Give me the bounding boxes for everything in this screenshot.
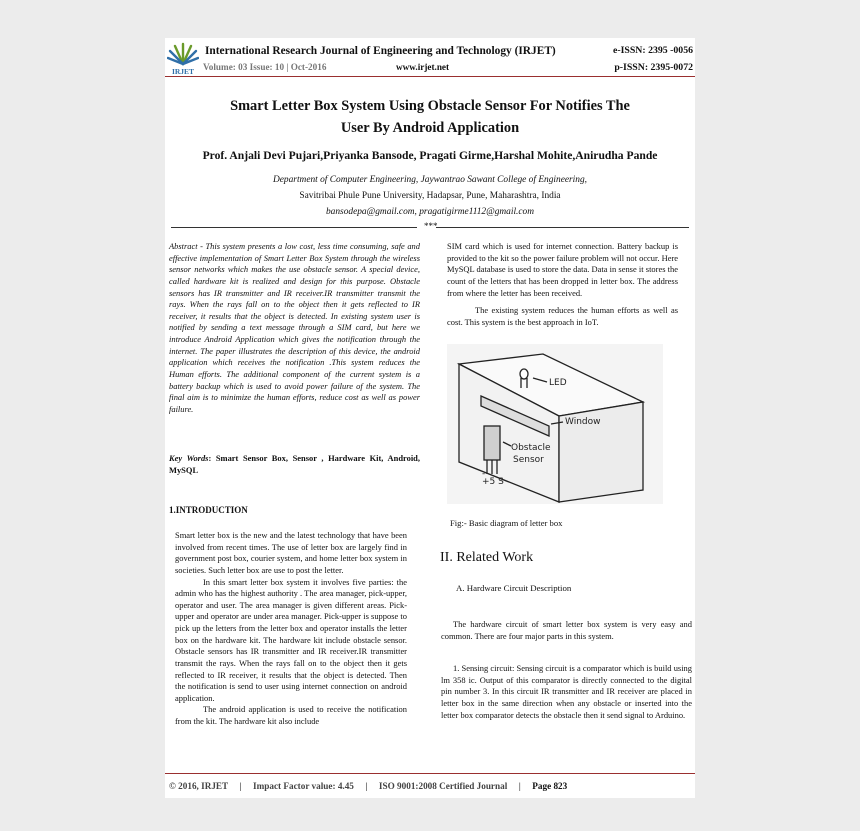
related-work-heading: II. Related Work: [440, 550, 534, 565]
abstract: [169, 241, 420, 415]
pin-minus-label: -: [482, 469, 486, 479]
logo-text: IRJET: [171, 67, 195, 76]
irjet-logo: [167, 40, 199, 76]
footer-iso: ISO 9001:2008 Certified Journal: [378, 781, 508, 791]
affiliation-line-2: Savitribai Phule Pune University, Hadapsar, Pune, Maharashtra, India: [299, 191, 561, 201]
page-footer: © 2016, IRJET | Impact Factor value: 4.45 | ISO 9001:2008 Certified Journal | Page 823: [169, 781, 568, 791]
footer-rule: [165, 773, 695, 774]
body-paragraph: The existing system reduces the human efforts as well as cost. This system is the best approach in IoT.: [447, 305, 678, 327]
keywords-text: : Smart Sensor Box, Sensor , Hardware Kit, Android, MySQL: [169, 453, 420, 475]
intro-paragraph: In this smart letter box system it involves five parties: the admin who has the highest authority . The area manager, pick-upper, operator and user. The area manager is given different areas. Pick-upper and operator are under area manager. Pick-upper is suppose to pick up the letters from the letter box and operator installs the letter box on the hardware kit. The hardware kit include obstacle sensor. Obstacle sensors has IR transmitter and IR receiver.IR transmitter transmit the rays. When the rays fall on to the object then it gets reflected to IR receiver, it results that the object is detected. Then the notification is send to user using internet connection on android application.: [175, 576, 407, 703]
introduction-body: [175, 530, 407, 728]
author-list: Prof. Anjali Devi Pujari,Priyanka Bansode, Pragati Girme,Harshal Mohite,Anirudha Pande: [202, 149, 658, 162]
abstract-text: Abstract - This system presents a low cost, less time consuming, safe and effective implementation of Smart Letter Box System through the wireless sensor networks which makes the use obstacle sensor. A special device, called hardware kit is realized and design for this purpose. Obstacle sensors has IR transmitter and IR receiver.IR transmitter transmit the rays. When the rays fall on to the object then it gets reflected to IR receiver, it results that the object is detected. In existing system user is notified by sending a text message through a SIM card, but here we introduce Android Application which gives the notification through the internet. The paper illustrates the description of this device, the android application which receives the notification .This system reduces the Human efforts. The additional component of the current system is a battery backup which is used to avoid power failure of the system. The final aim is to minimize the human efforts, reduce cost as well as power failure.: [169, 241, 420, 414]
section-separator: [171, 223, 689, 233]
page-number: Page 823: [532, 781, 568, 791]
introduction-heading: 1.INTRODUCTION: [169, 505, 248, 515]
figure-caption: Fig:- Basic diagram of letter box: [450, 518, 563, 528]
paper-page: [165, 38, 695, 798]
hardware-description: [441, 619, 692, 642]
letter-box-diagram: [447, 344, 663, 504]
intro-paragraph: Smart letter box is the new and the latest technology that have been involved from recent times. The use of letter box are largely find in government post box, courier system, and home letter box system in societies. Such letter box are use to post the letter.: [175, 530, 407, 575]
intro-paragraph: The android application is used to receive the notification from the kit. The hardware kit also include: [175, 704, 407, 726]
title-line-2: User By Android Application: [340, 120, 520, 136]
affiliation-line-1: Department of Computer Engineering, Jaywantrao Sawant College of Engineering,: [272, 175, 588, 185]
title-line-1: Smart Letter Box System Using Obstacle Sensor For Notifies The: [230, 98, 630, 114]
keywords: [169, 453, 420, 476]
keywords-label: Key Words: [169, 453, 209, 463]
right-column-text: [447, 241, 678, 328]
footer-copyright: © 2016, IRJET: [169, 781, 229, 791]
window-label: Window: [565, 417, 601, 427]
e-issn: e-ISSN: 2395 -0056: [612, 45, 693, 56]
author-emails: bansodepa@gmail.com, pragatigirme1112@gmail.com: [325, 207, 535, 217]
sensing-circuit: [441, 663, 692, 721]
separator-mark: ***: [424, 221, 438, 231]
pin-labels: +5 S: [482, 477, 504, 487]
obstacle-label: Obstacle: [511, 443, 551, 453]
journal-name: International Research Journal of Engineering and Technology (IRJET): [205, 45, 556, 57]
body-paragraph: The hardware circuit of smart letter box system is very easy and common. There are four major parts in this system.: [441, 619, 692, 641]
paper-title: [175, 95, 685, 139]
header-rule: [165, 76, 695, 77]
sensor-label: Sensor: [513, 455, 544, 465]
footer-impact: Impact Factor value: 4.45: [253, 781, 354, 791]
journal-website: www.irjet.net: [396, 62, 450, 72]
affiliation: [165, 172, 695, 220]
p-issn: p-ISSN: 2395-0072: [614, 62, 693, 73]
led-label: LED: [549, 378, 567, 388]
body-paragraph: SIM card which is used for internet connection. Battery backup is provided to the kit so the power failure problem will not occur. Here MySQL database is used to store the data. Data in sense it stores the count of the letters that has been dropped in letter box. The address from where the letter has been received.: [447, 241, 678, 298]
hardware-subheading: A. Hardware Circuit Description: [456, 583, 572, 593]
body-paragraph: 1. Sensing circuit: Sensing circuit is a comparator which is build using lm 358 ic. Output of this comparator is directly connected to the digital pin number 3. In this circuit IR transmitter and IR receiver are placed in letter box in the same direction when any obstacle or inserted into the letter box comparator detects the obstacle then it send signal to Arduino.: [441, 663, 692, 720]
volume-issue: Volume: 03 Issue: 10 | Oct-2016: [203, 62, 327, 72]
